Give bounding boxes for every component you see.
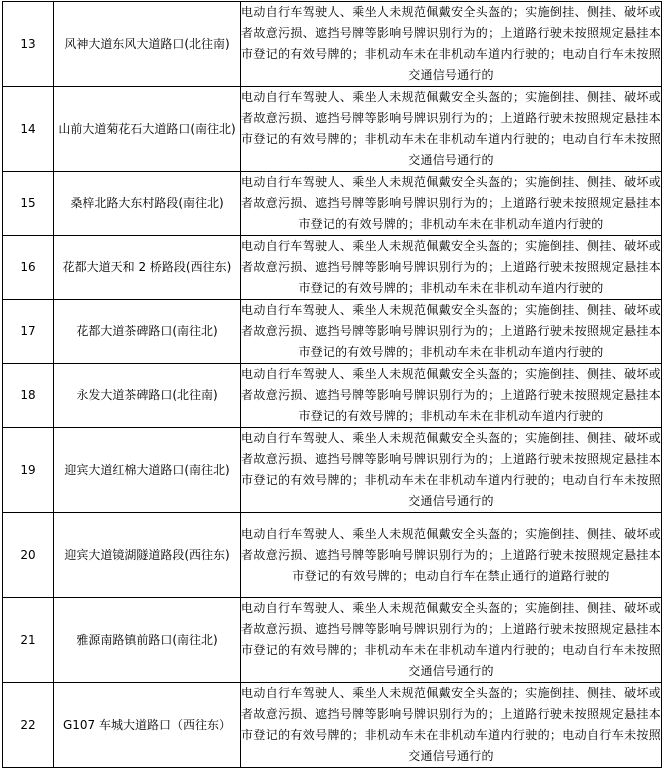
violations-cell: 电动自行车驾驶人、乘坐人未规范佩戴安全头盔的；实施倒挂、侧挂、破坏或者故意污损、遮挡号牌等影响号牌识别行为的；上道路行驶未按照规定悬挂本市登记的有效号牌的；非机动车未在非机动车道内行驶的 — [241, 172, 662, 236]
table-row — [3, 598, 662, 683]
row-number: 15 — [3, 172, 54, 236]
row-number: 18 — [3, 364, 54, 428]
location-cell: G107 车城大道路口（西往东） — [54, 683, 241, 768]
violations-cell: 电动自行车驾驶人、乘坐人未规范佩戴安全头盔的；实施倒挂、侧挂、破坏或者故意污损、遮挡号牌等影响号牌识别行为的；上道路行驶未按照规定悬挂本市登记的有效号牌的；非机动车未在非机动车道内行驶的；电动自行车未按照交通信号通行的 — [241, 598, 662, 683]
location-cell: 风神大道东风大道路口(北往南) — [54, 2, 241, 87]
enforcement-location-table — [2, 1, 662, 768]
violations-cell: 电动自行车驾驶人、乘坐人未规范佩戴安全头盔的；实施倒挂、侧挂、破坏或者故意污损、遮挡号牌等影响号牌识别行为的；上道路行驶未按照规定悬挂本市登记的有效号牌的；非机动车未在非机动车道内行驶的 — [241, 300, 662, 364]
table-row — [3, 2, 662, 87]
violations-cell: 电动自行车驾驶人、乘坐人未规范佩戴安全头盔的；实施倒挂、侧挂、破坏或者故意污损、遮挡号牌等影响号牌识别行为的；上道路行驶未按照规定悬挂本市登记的有效号牌的；非机动车未在非机动车道内行驶的 — [241, 364, 662, 428]
row-number: 22 — [3, 683, 54, 768]
location-cell: 花都大道天和 2 桥路段(西往东) — [54, 236, 241, 300]
location-cell: 永发大道茶碑路口(北往南) — [54, 364, 241, 428]
location-cell: 迎宾大道红棉大道路口(南往北) — [54, 428, 241, 513]
location-cell: 桑梓北路大东村路段(南往北) — [54, 172, 241, 236]
table-row — [3, 364, 662, 428]
violations-cell: 电动自行车驾驶人、乘坐人未规范佩戴安全头盔的；实施倒挂、侧挂、破坏或者故意污损、遮挡号牌等影响号牌识别行为的；上道路行驶未按照规定悬挂本市登记的有效号牌的；非机动车未在非机动车道内行驶的；电动自行车未按照交通信号通行的 — [241, 683, 662, 768]
violations-cell: 电动自行车驾驶人、乘坐人未规范佩戴安全头盔的；实施倒挂、侧挂、破坏或者故意污损、遮挡号牌等影响号牌识别行为的；上道路行驶未按照规定悬挂本市登记的有效号牌的；非机动车未在非机动车道内行驶的 — [241, 236, 662, 300]
table-row — [3, 172, 662, 236]
row-number: 20 — [3, 513, 54, 598]
row-number: 19 — [3, 428, 54, 513]
violations-cell: 电动自行车驾驶人、乘坐人未规范佩戴安全头盔的；实施倒挂、侧挂、破坏或者故意污损、遮挡号牌等影响号牌识别行为的；上道路行驶未按照规定悬挂本市登记的有效号牌的；非机动车未在非机动车道内行驶的；电动自行车未按照交通信号通行的 — [241, 428, 662, 513]
location-cell: 雅源南路镇前路口(南往北) — [54, 598, 241, 683]
table-row — [3, 428, 662, 513]
violations-cell: 电动自行车驾驶人、乘坐人未规范佩戴安全头盔的；实施倒挂、侧挂、破坏或者故意污损、遮挡号牌等影响号牌识别行为的；上道路行驶未按照规定悬挂本市登记的有效号牌的；非机动车未在非机动车道内行驶的；电动自行车未按照交通信号通行的 — [241, 2, 662, 87]
table-row — [3, 683, 662, 768]
table-row — [3, 87, 662, 172]
row-number: 17 — [3, 300, 54, 364]
table-row — [3, 236, 662, 300]
table-row — [3, 300, 662, 364]
location-cell: 花都大道茶碑路口(南往北) — [54, 300, 241, 364]
violations-cell: 电动自行车驾驶人、乘坐人未规范佩戴安全头盔的；实施倒挂、侧挂、破坏或者故意污损、遮挡号牌等影响号牌识别行为的；上道路行驶未按照规定悬挂本市登记的有效号牌的；非机动车未在非机动车道内行驶的；电动自行车未按照交通信号通行的 — [241, 87, 662, 172]
row-number: 16 — [3, 236, 54, 300]
row-number: 21 — [3, 598, 54, 683]
row-number: 14 — [3, 87, 54, 172]
location-cell: 山前大道菊花石大道路口(南往北) — [54, 87, 241, 172]
row-number: 13 — [3, 2, 54, 87]
table-row — [3, 513, 662, 598]
location-cell: 迎宾大道镜湖隧道路段(西往东) — [54, 513, 241, 598]
violations-cell: 电动自行车驾驶人、乘坐人未规范佩戴安全头盔的；实施倒挂、侧挂、破坏或者故意污损、遮挡号牌等影响号牌识别行为的；上道路行驶未按照规定悬挂本市登记的有效号牌的；电动自行车在禁止通行的道路行驶的 — [241, 513, 662, 598]
